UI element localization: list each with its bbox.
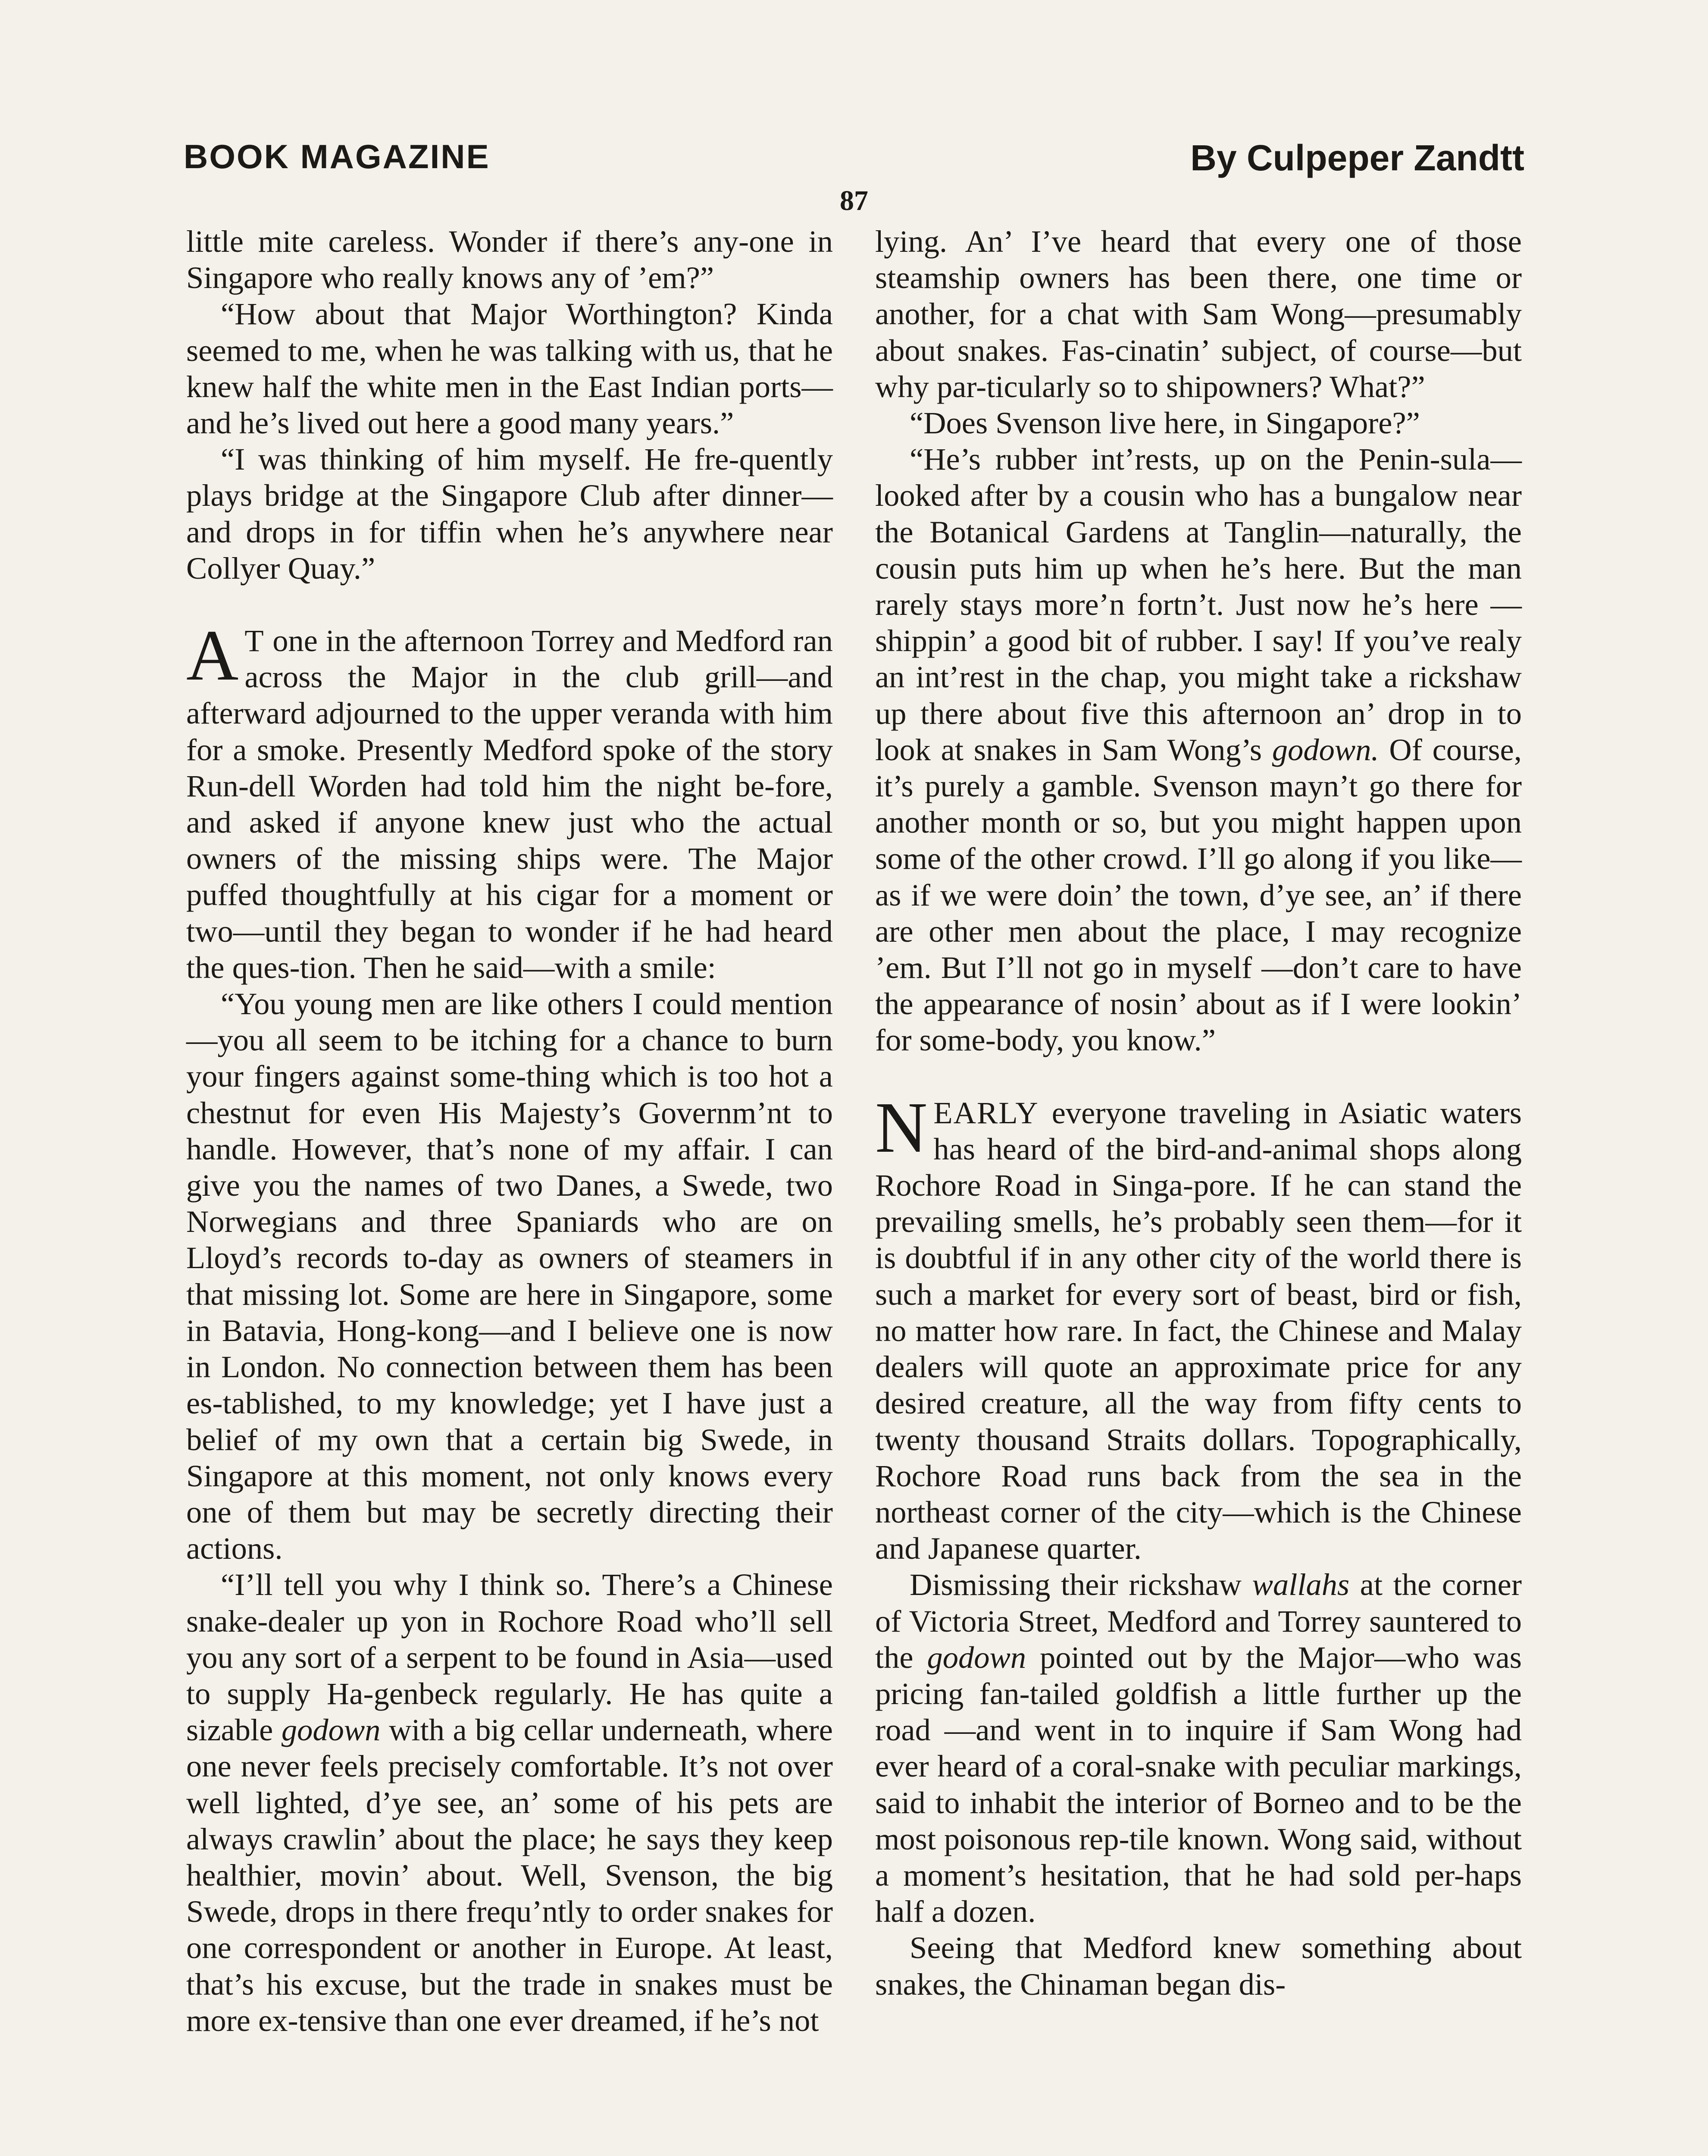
magazine-title: BOOK MAGAZINE xyxy=(184,138,490,175)
paragraph: “Does Svenson live here, in Singapore?” xyxy=(910,405,1420,441)
italic-term: godown. xyxy=(1272,732,1379,767)
paragraph-text: one in the afternoon Torrey and Medford ran across the Major in the club grill—and afterward adjourned to the upper veranda with him for a smoke. Presently Medford spoke of the story Run-dell Worden had told him the night be-fore, and asked if anyone knew just who the actual owners of the missing ships were. The Major puffed thoughtfully at his cigar for a moment or two—until they began to wonder if he had heard the ques-tion. Then he said—with a smile: xyxy=(186,623,833,985)
paragraph: lying. An’ I’ve heard that every one of those steamship owners has been there, one time or another, for a chat with Sam Wong—presumably about snakes. Fas-cinatin’ subject, of course—but why par-ticularly so to shipowners? What?” xyxy=(875,224,1522,404)
lead-in: EARLY xyxy=(933,1095,1039,1130)
paragraph: Seeing that Medford knew something about snakes, the Chinaman began dis- xyxy=(875,1930,1522,2002)
paragraph-text: Dismissing their rickshaw xyxy=(910,1567,1252,1602)
italic-term: godown xyxy=(927,1639,1026,1675)
paragraph xyxy=(875,441,1522,1058)
left-column xyxy=(186,223,833,2039)
paragraph: “You young men are like others I could mention—you all seem to be itching for a chance to burn your fingers against some-thing which is too hot a chestnut for even His Majesty’s Governm’nt to handle. However, that’s none of my affair. I can give you the names of two Danes, a Swede, two Norwegians and three Spaniards who are on Lloyd’s records to-day as owners of steamers in that missing lot. Some are here in Singapore, some in Batavia, Hong-kong—and I believe one is now in London. No connection between them has been es-tablished, to my knowledge; yet I have just a belief of my own that a certain big Swede, in Singapore at this moment, not only knows every one of them but may be secretly directing their actions. xyxy=(186,986,833,1566)
drop-cap: A xyxy=(186,615,239,696)
section-paragraph xyxy=(875,1087,1522,1567)
paragraph-text: pointed out by the Major—who was pricing fan-tailed goldfish a little further up the road —and went in to inquire if Sam Wong had ever heard of a coral-snake with peculiar markings, said to inhabit the interior of Borneo and to be the most poisonous rep-tile known. Wong said, without a moment’s hesitation, that he had sold per-haps half a dozen. xyxy=(875,1639,1522,1929)
paragraph: “How about that Major Worthington? Kinda seemed to me, when he was talking with us, that he knew half the white men in the East Indian ports—and he’s lived out here a good many years.” xyxy=(186,296,833,441)
paragraph: “I was thinking of him myself. He fre-quently plays bridge at the Singapore Club after dinner—and drops in for tiffin when he’s anywhere near Collyer Quay.” xyxy=(186,442,833,586)
paragraph-text: “I’ll tell you why I think so. There’s a Chinese snake-dealer up yon in Rochore Road who’ll sell you any sort of a serpent to be found in Asia—used to supply Ha-genbeck regularly. He has quite a sizable xyxy=(186,1567,833,1748)
section-paragraph xyxy=(186,615,833,986)
paragraph xyxy=(875,1567,1522,1930)
paragraph-text: everyone traveling in Asiatic waters has heard of the bird-and-animal shops along Rochore Road in Singa-pore. If he can stand the prevailing smells, he’s probably seen them—for it is doubtful if in any other city of the world there is such a market for every sort of beast, bird or fish, no matter how rare. In fact, the Chinese and Malay dealers will quote an approximate price for any desired creature, all the way from fifty cents to twenty thousand Straits dollars. Topographically, Rochore Road runs back from the sea in the northeast corner of the city—which is the Chinese and Japanese quarter. xyxy=(875,1095,1522,1566)
paragraph-text: “He’s rubber int’rests, up on the Penin-sula—looked after by a cousin who has a bungalow near the Botanical Gardens at Tanglin—naturally, the cousin puts him up when he’s here. But the man rarely stays more’n fortn’t. Just now he’s here —shippin’ a good bit of rubber. I say! If you’ve realy an int’rest in the chap, you might take a rickshaw up there about five this afternoon an’ drop in to look at snakes in Sam Wong’s xyxy=(875,442,1522,767)
paragraph: little mite careless. Wonder if there’s any-one in Singapore who really knows any of ’em?” xyxy=(186,224,833,295)
author-byline: By Culpeper Zandtt xyxy=(1190,138,1524,178)
italic-term: godown xyxy=(281,1712,381,1748)
lead-in: T xyxy=(244,623,265,658)
drop-cap: N xyxy=(875,1087,928,1168)
right-column xyxy=(875,223,1522,2002)
page-header xyxy=(184,137,1524,185)
paragraph-text: Of course, it’s purely a gamble. Svenson mayn’t go there for another month or so, but you might happen upon some of the other crowd. I’ll go along if you like—as if we were doin’ the town, d’ye see, an’ if there are other men about the place, I may recognize ’em. But I’ll not go in myself —don’t care to have the appearance of nosin’ about as if I were lookin’ for some-body, you know.” xyxy=(875,732,1522,1058)
paragraph-text: at the corner of Victoria Street, Medford and Torrey sauntered to the xyxy=(875,1567,1522,1675)
italic-term: wallahs xyxy=(1252,1567,1350,1602)
paragraph-text: with a big cellar underneath, where one never feels precisely comfortable. It’s not over well lighted, d’ye see, an’ some of his pets are always crawlin’ about the place; he says they keep healthier, movin’ about. Well, Svenson, the big Swede, drops in there frequ’ntly to order snakes for one correspondent or another in Europe. At least, that’s his excuse, but the trade in snakes must be more ex-tensive than one ever dreamed, if he’s not xyxy=(186,1712,833,2038)
page-number: 87 xyxy=(840,185,868,216)
paragraph xyxy=(186,1567,833,2039)
